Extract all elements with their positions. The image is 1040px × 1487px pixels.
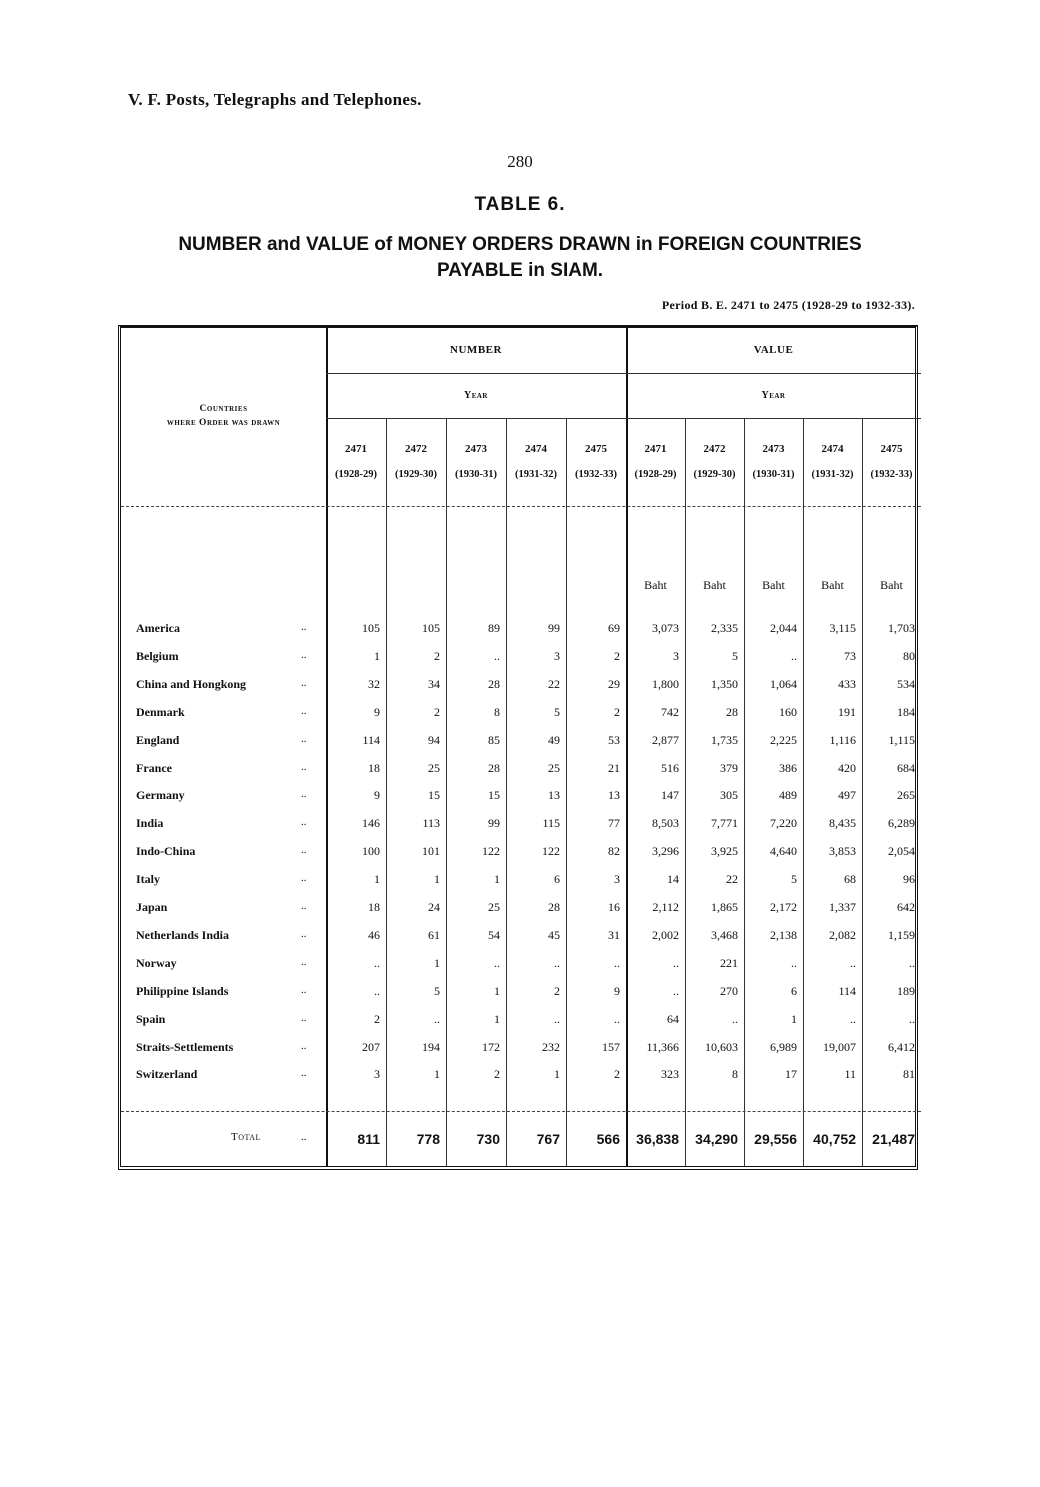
value-cell: 6,289 — [888, 816, 915, 831]
country-name: Netherlands India — [136, 927, 230, 942]
country-name: England — [136, 732, 180, 747]
leader-dots: .. — [301, 1011, 307, 1024]
value-cell: 265 — [897, 788, 915, 803]
leader-dots: .. — [301, 621, 307, 633]
leader-dots: .. — [301, 872, 307, 885]
number-cell: 28 — [488, 676, 500, 691]
value-cell: 7,771 — [711, 816, 738, 831]
value-cell: 17 — [785, 1067, 797, 1082]
table-row — [121, 844, 921, 870]
value-cell: 19,007 — [823, 1039, 856, 1054]
value-cell: 2,138 — [770, 927, 797, 942]
country-name: Switzerland — [136, 1067, 198, 1082]
value-cell: 36,838 — [636, 1131, 679, 1147]
number-header: NUMBER — [450, 344, 502, 356]
number-cell: .. — [374, 955, 380, 970]
unit-label: Baht — [821, 578, 844, 592]
value-cell: 4,640 — [770, 844, 797, 859]
number-cell: 99 — [548, 621, 560, 635]
number-cell: 49 — [548, 732, 560, 747]
number-cell: 69 — [608, 621, 620, 635]
unit-label: Baht — [762, 578, 785, 592]
table-row — [121, 788, 921, 814]
value-cell: 6 — [791, 983, 797, 998]
money-orders-table — [118, 325, 918, 1170]
unit-label: Baht — [703, 578, 726, 592]
country-name: India — [136, 816, 164, 831]
country-name: Norway — [136, 955, 177, 970]
value-cell: 160 — [779, 704, 797, 719]
value-cell: 8,435 — [829, 816, 856, 831]
leader-dots: .. — [301, 1131, 307, 1143]
value-cell: .. — [909, 1011, 915, 1026]
number-cell: 18 — [368, 760, 380, 775]
heading-line-1: NUMBER and VALUE of MONEY ORDERS DRAWN in FOREIGN COUNTRIES — [178, 234, 862, 255]
table-row — [121, 649, 921, 675]
number-year-header: Year — [463, 390, 488, 401]
value-cell: 270 — [720, 983, 738, 998]
leader-dots: .. — [301, 648, 307, 661]
leader-dots: .. — [301, 732, 307, 745]
number-cell: 1 — [374, 648, 380, 663]
number-cell: 3 — [374, 1067, 380, 1082]
number-cell: 194 — [422, 1039, 440, 1054]
number-cell: 9 — [374, 704, 380, 719]
value-cell: 3,073 — [652, 621, 679, 635]
year-period: (1931-32) — [811, 469, 854, 480]
value-cell: 1,115 — [888, 732, 915, 747]
number-cell: 105 — [362, 621, 380, 635]
value-cell: .. — [791, 955, 797, 970]
value-cell: 1,350 — [711, 676, 738, 691]
total-label: Total — [231, 1131, 261, 1143]
value-cell: 1,800 — [652, 676, 679, 691]
row-separator — [326, 373, 921, 374]
table-row — [121, 956, 921, 982]
number-cell: 1 — [434, 955, 440, 970]
value-cell: 147 — [661, 788, 679, 803]
number-cell: 89 — [488, 621, 500, 635]
unit-label: Baht — [644, 578, 667, 592]
number-cell: 13 — [548, 788, 560, 803]
section-title: V. F. Posts, Telegraphs and Telephones. — [128, 90, 422, 109]
value-cell: 34,290 — [695, 1131, 738, 1147]
number-cell: 2 — [614, 704, 620, 719]
value-cell: 68 — [844, 872, 856, 887]
number-cell: 25 — [548, 760, 560, 775]
number-cell: 15 — [488, 788, 500, 803]
value-cell: .. — [673, 983, 679, 998]
leader-dots: .. — [301, 955, 307, 968]
value-cell: 379 — [720, 760, 738, 775]
value-cell: .. — [850, 1011, 856, 1026]
year-period: (1930-31) — [455, 469, 497, 480]
number-cell: 82 — [608, 844, 620, 859]
number-cell: .. — [554, 955, 560, 970]
leader-dots: .. — [301, 983, 307, 996]
value-cell: 5 — [791, 872, 797, 887]
number-cell: .. — [614, 1011, 620, 1026]
number-cell: 16 — [608, 900, 620, 914]
value-header: VALUE — [753, 344, 794, 356]
number-cell: 6 — [554, 872, 560, 887]
number-cell: 85 — [488, 732, 500, 747]
value-cell: 1,159 — [888, 927, 915, 942]
leader-dots: .. — [301, 704, 307, 717]
year-header: 2471 — [644, 443, 667, 455]
number-cell: 2 — [434, 648, 440, 663]
value-cell: 1,116 — [829, 732, 856, 747]
total-row — [121, 1131, 921, 1157]
number-cell: 99 — [488, 816, 500, 831]
value-cell: 22 — [726, 872, 738, 887]
value-cell: 8 — [732, 1067, 738, 1082]
value-cell: 8,503 — [652, 816, 679, 831]
value-cell: 81 — [903, 1067, 915, 1082]
leader-dots: .. — [301, 676, 307, 689]
value-cell: 2,082 — [829, 927, 856, 942]
country-name: Japan — [136, 900, 168, 914]
country-name: France — [136, 760, 172, 775]
table-heading — [150, 232, 890, 284]
number-cell: 146 — [362, 816, 380, 831]
number-cell: 15 — [428, 788, 440, 803]
number-cell: 61 — [428, 927, 440, 942]
number-cell: 54 — [488, 927, 500, 942]
value-cell: 3,115 — [829, 621, 856, 635]
number-cell: 21 — [608, 760, 620, 775]
row-separator — [326, 418, 921, 419]
number-cell: 2 — [614, 1067, 620, 1082]
countries-header-line-2: where Order was drawn — [166, 418, 281, 428]
value-cell: 7,220 — [770, 816, 797, 831]
number-cell: .. — [434, 1011, 440, 1026]
heading-line-2: PAYABLE in SIAM. — [436, 260, 604, 281]
header-separator — [121, 506, 921, 507]
number-cell: 1 — [434, 872, 440, 887]
number-cell: 2 — [494, 1067, 500, 1082]
value-cell: 14 — [667, 872, 679, 887]
year-period: (1932-33) — [870, 469, 913, 480]
year-period: (1929-30) — [693, 469, 736, 480]
number-cell: 25 — [428, 760, 440, 775]
value-cell: 3,296 — [652, 844, 679, 859]
value-cell: 2,002 — [652, 927, 679, 942]
country-name: Italy — [136, 872, 160, 887]
value-cell: 2,225 — [770, 732, 797, 747]
number-cell: 3 — [614, 872, 620, 887]
number-cell: 101 — [422, 844, 440, 859]
value-cell: 3,468 — [711, 927, 738, 942]
value-cell: 6,989 — [770, 1039, 797, 1054]
number-cell: 5 — [434, 983, 440, 998]
value-cell: 3,853 — [829, 844, 856, 859]
number-cell: 28 — [548, 900, 560, 914]
country-name: Straits-Settlements — [136, 1039, 234, 1054]
number-cell: 13 — [608, 788, 620, 803]
number-cell: 32 — [368, 676, 380, 691]
leader-dots: .. — [301, 760, 307, 773]
value-cell: 29,556 — [754, 1131, 797, 1147]
year-header: 2472 — [703, 443, 726, 455]
number-cell: 34 — [428, 676, 440, 691]
number-cell: 811 — [357, 1131, 380, 1147]
leader-dots: .. — [301, 927, 307, 940]
table-row — [121, 984, 921, 1010]
year-header: 2474 — [821, 443, 844, 455]
country-name: Indo-China — [136, 844, 196, 859]
value-cell: 1,865 — [711, 900, 738, 914]
number-cell: .. — [614, 955, 620, 970]
value-cell: 2,112 — [652, 900, 679, 914]
leader-dots: .. — [301, 816, 307, 829]
number-cell: 1 — [494, 1011, 500, 1026]
value-cell: 73 — [844, 648, 856, 663]
country-name: Belgium — [136, 648, 179, 663]
table-row — [121, 677, 921, 703]
number-cell: 1 — [494, 872, 500, 887]
year-header: 2473 — [762, 443, 785, 455]
value-cell: .. — [791, 648, 797, 663]
value-cell: 2,054 — [888, 844, 915, 859]
number-cell: 28 — [488, 760, 500, 775]
value-cell: 489 — [779, 788, 797, 803]
number-cell: 113 — [422, 816, 440, 831]
table-row — [121, 900, 921, 926]
number-cell: .. — [494, 648, 500, 663]
value-cell: 11 — [844, 1067, 856, 1082]
countries-header — [121, 402, 326, 430]
number-cell: 9 — [374, 788, 380, 803]
year-header: 2475 — [880, 443, 903, 455]
table-row — [121, 1012, 921, 1038]
number-cell: 53 — [608, 732, 620, 747]
number-cell: 77 — [608, 816, 620, 831]
value-cell: 96 — [903, 872, 915, 887]
page-number: 280 — [507, 152, 533, 171]
number-cell: 1 — [374, 872, 380, 887]
value-cell: .. — [909, 955, 915, 970]
leader-dots: .. — [301, 788, 307, 801]
number-cell: 122 — [482, 844, 500, 859]
value-cell: 642 — [897, 900, 915, 914]
number-cell: 46 — [368, 927, 380, 942]
value-cell: 684 — [897, 760, 915, 775]
number-cell: 172 — [482, 1039, 500, 1054]
table-row — [121, 621, 921, 647]
table-title: TABLE 6. — [474, 194, 566, 215]
country-name: Spain — [136, 1011, 166, 1026]
value-cell: 534 — [897, 676, 915, 691]
number-cell: .. — [494, 955, 500, 970]
value-cell: 11,366 — [646, 1039, 679, 1054]
value-cell: 386 — [779, 760, 797, 775]
year-header: 2471 — [345, 443, 367, 455]
number-cell: 207 — [362, 1039, 380, 1054]
number-cell: 2 — [374, 1011, 380, 1026]
value-cell: 2,877 — [652, 732, 679, 747]
country-name: America — [136, 621, 180, 635]
value-cell: .. — [732, 1011, 738, 1026]
number-cell: .. — [374, 983, 380, 998]
table-row — [121, 733, 921, 759]
number-cell: 1 — [494, 983, 500, 998]
value-cell: 3 — [673, 648, 679, 663]
country-name: Denmark — [136, 704, 185, 719]
value-cell: 1,337 — [829, 900, 856, 914]
country-name: Germany — [136, 788, 185, 803]
year-header: 2473 — [465, 443, 487, 455]
value-cell: 1,064 — [770, 676, 797, 691]
number-cell: 778 — [416, 1131, 440, 1147]
number-cell: 105 — [422, 621, 440, 635]
leader-dots: .. — [301, 844, 307, 857]
value-cell: .. — [673, 955, 679, 970]
value-cell: 497 — [838, 788, 856, 803]
number-cell: 3 — [554, 648, 560, 663]
leader-dots: .. — [301, 1067, 307, 1080]
value-cell: 433 — [838, 676, 856, 691]
number-cell: 114 — [362, 732, 380, 747]
table-row — [121, 928, 921, 954]
value-cell: 3,925 — [711, 844, 738, 859]
country-name: China and Hongkong — [136, 676, 247, 691]
number-cell: 1 — [554, 1067, 560, 1082]
number-cell: 5 — [554, 704, 560, 719]
value-cell: 1,735 — [711, 732, 738, 747]
value-cell: 64 — [667, 1011, 679, 1026]
country-name: Philippine Islands — [136, 983, 229, 998]
leader-dots: .. — [301, 1039, 307, 1052]
value-cell: 40,752 — [813, 1131, 856, 1147]
value-cell: 323 — [661, 1067, 679, 1082]
number-cell: 115 — [542, 816, 560, 831]
value-cell: 5 — [732, 648, 738, 663]
number-cell: 2 — [434, 704, 440, 719]
table-row — [121, 1040, 921, 1066]
total-separator — [121, 1111, 921, 1112]
number-cell: 18 — [368, 900, 380, 914]
table-row — [121, 816, 921, 842]
value-cell: 742 — [661, 704, 679, 719]
year-period: (1931-32) — [515, 469, 557, 480]
number-cell: 566 — [596, 1131, 620, 1147]
year-period: (1930-31) — [752, 469, 795, 480]
value-cell: 2,335 — [711, 621, 738, 635]
value-cell: 80 — [903, 648, 915, 663]
value-cell: 516 — [661, 760, 679, 775]
number-cell: 31 — [608, 927, 620, 942]
value-cell: 6,412 — [888, 1039, 915, 1054]
value-cell: 1 — [791, 1011, 797, 1026]
year-period: (1928-29) — [634, 469, 677, 480]
year-period: (1928-29) — [335, 469, 377, 480]
number-cell: 2 — [554, 983, 560, 998]
year-header: 2474 — [525, 443, 547, 455]
value-cell: 2,044 — [770, 621, 797, 635]
number-cell: 9 — [614, 983, 620, 998]
number-cell: 157 — [602, 1039, 620, 1054]
value-cell: 191 — [838, 704, 856, 719]
value-cell: 28 — [726, 704, 738, 719]
value-cell: 21,487 — [872, 1131, 915, 1147]
value-cell: 221 — [720, 955, 738, 970]
value-cell: 189 — [897, 983, 915, 998]
value-cell: .. — [850, 955, 856, 970]
value-year-header: Year — [761, 390, 786, 401]
year-period: (1932-33) — [575, 469, 617, 480]
number-cell: 25 — [488, 900, 500, 914]
number-cell: .. — [554, 1011, 560, 1026]
value-cell: 1,703 — [888, 621, 915, 635]
year-header: 2475 — [585, 443, 607, 455]
number-cell: 1 — [434, 1067, 440, 1082]
value-cell: 2,172 — [770, 900, 797, 914]
number-cell: 22 — [548, 676, 560, 691]
countries-header-line-1: Countries — [199, 404, 248, 414]
value-cell: 305 — [720, 788, 738, 803]
year-period: (1929-30) — [395, 469, 437, 480]
number-cell: 122 — [542, 844, 560, 859]
number-cell: 45 — [548, 927, 560, 942]
value-cell: 114 — [838, 983, 856, 998]
value-cell: 184 — [897, 704, 915, 719]
number-cell: 2 — [614, 648, 620, 663]
number-cell: 94 — [428, 732, 440, 747]
number-cell: 8 — [494, 704, 500, 719]
value-cell: 420 — [838, 760, 856, 775]
number-cell: 100 — [362, 844, 380, 859]
number-cell: 29 — [608, 676, 620, 691]
number-cell: 232 — [542, 1039, 560, 1054]
year-header: 2472 — [405, 443, 427, 455]
table-row — [121, 705, 921, 731]
table-row — [121, 761, 921, 787]
number-cell: 24 — [428, 900, 440, 914]
leader-dots: .. — [301, 900, 307, 912]
period-note: Period B. E. 2471 to 2475 (1928-29 to 1932-33). — [661, 298, 915, 312]
unit-label: Baht — [880, 578, 903, 592]
number-cell: 767 — [536, 1131, 560, 1147]
table-row — [121, 872, 921, 898]
value-cell: 10,603 — [705, 1039, 738, 1054]
table-row — [121, 1067, 921, 1093]
number-cell: 730 — [476, 1131, 500, 1147]
